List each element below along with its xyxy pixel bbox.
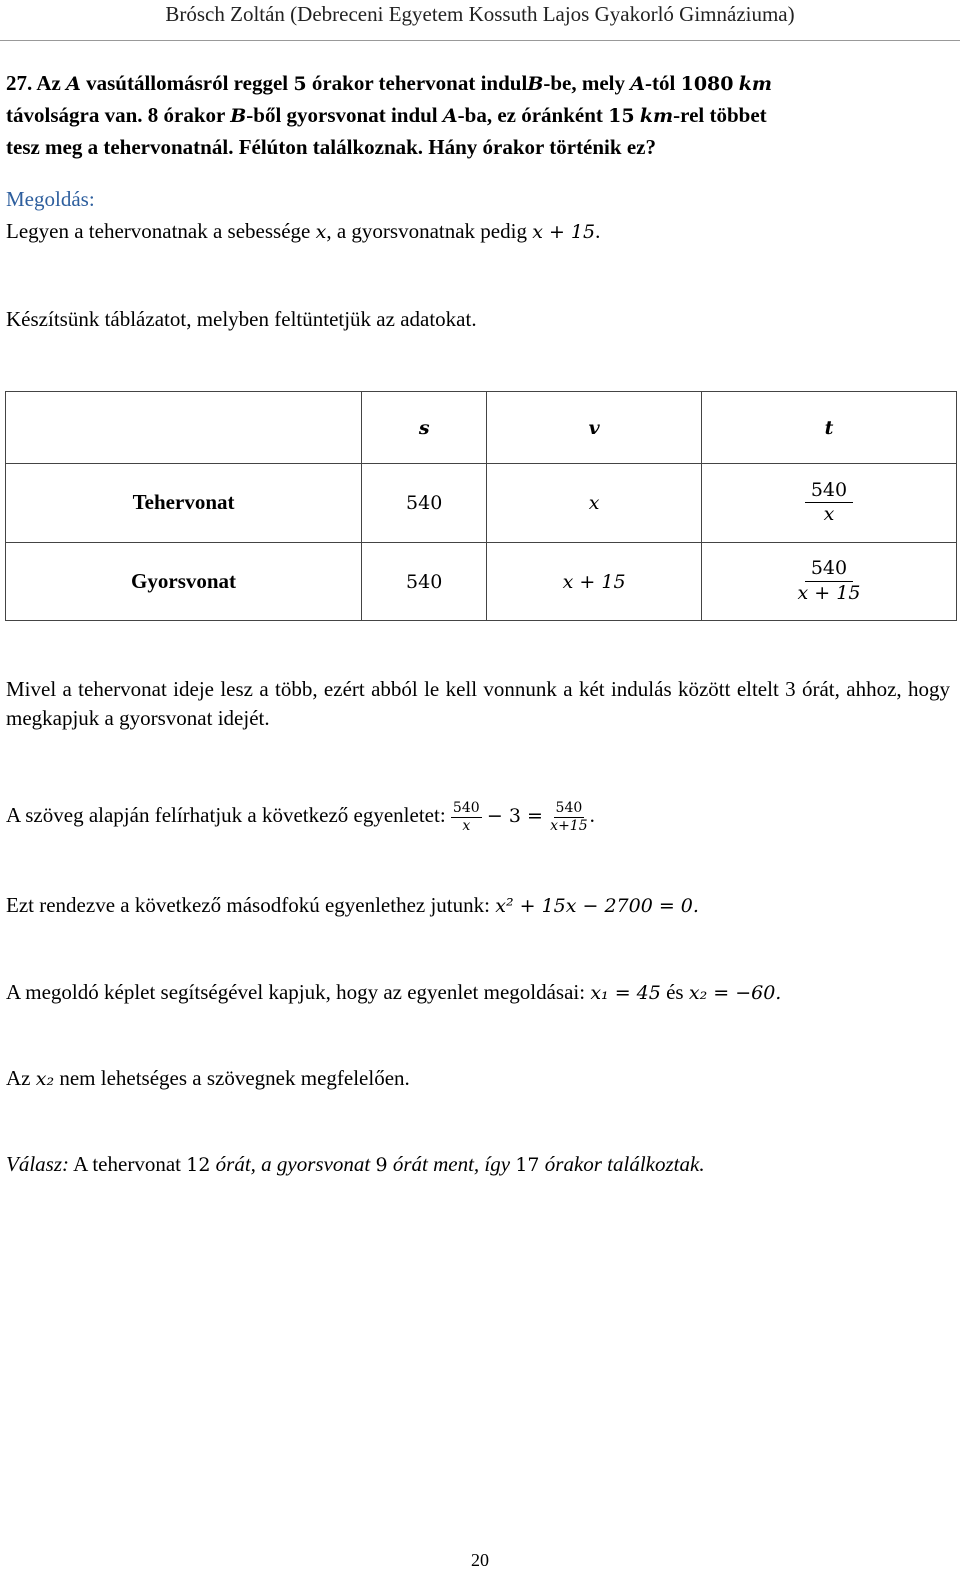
data-table	[5, 391, 957, 621]
page-header: Brósch Zoltán (Debreceni Egyetem Kossuth Lajos Gyakorló Gimnáziuma)	[165, 2, 795, 26]
problem-text: vasútállomásról reggel	[86, 71, 289, 95]
problem-number: 27.	[6, 71, 33, 95]
problem-text: Az	[36, 71, 61, 95]
math-minus-3-equals: − 3 =	[486, 805, 543, 828]
table-intro: Készítsünk táblázatot, melyben feltüntetjük az adatokat.	[6, 307, 477, 331]
cell-v: x + 15	[487, 542, 702, 620]
row-label: Gyorsvonat	[6, 542, 362, 620]
number-1080: 1080	[680, 73, 734, 95]
text: Az	[6, 1066, 31, 1090]
table-header-row	[6, 392, 957, 464]
cell-t	[701, 542, 956, 620]
solution-let-line	[6, 219, 600, 244]
number: 12	[186, 1154, 211, 1176]
solution-heading: Megoldás:	[6, 187, 95, 211]
var-a: A	[66, 73, 81, 95]
text: és	[666, 980, 684, 1004]
problem-text: -ből gyorsvonat indul	[246, 103, 438, 127]
fraction: $\frac{540}{x}$	[452, 800, 480, 834]
math-quadratic: x² + 15x − 2700 = 0.	[495, 895, 699, 917]
math-x2: x₂	[35, 1068, 55, 1090]
page-number: 20	[471, 1550, 489, 1570]
var-a: A	[630, 73, 646, 95]
table-header-t: t	[701, 392, 956, 464]
problem-text: órakor tehervonat indul	[311, 71, 528, 95]
text: órát ment, így	[392, 1152, 511, 1176]
text: .	[595, 219, 601, 243]
text: A tehervonat	[73, 1152, 181, 1176]
number-5: 5	[293, 73, 307, 95]
answer-line	[6, 1152, 705, 1177]
table-corner-cell	[6, 392, 362, 464]
table-row	[6, 464, 957, 542]
table-row	[6, 542, 957, 620]
text: órát, a gyorsvonat	[215, 1152, 371, 1176]
number: 17	[515, 1154, 540, 1176]
math-x-plus-15: x + 15	[532, 221, 596, 243]
var-b: B	[527, 73, 544, 95]
unit-km: km	[738, 73, 773, 95]
row-label: Tehervonat	[6, 464, 362, 542]
table-header-v: v	[487, 392, 702, 464]
var-a: A	[442, 105, 458, 127]
math-x1: x₁ = 45	[590, 982, 661, 1004]
cell-s: 540	[362, 542, 487, 620]
fraction: $\frac{540}{x+15}$	[550, 800, 588, 834]
number: 9	[375, 1154, 388, 1176]
text: A megoldó képlet segítségével kapjuk, hogy az egyenlet megoldásai:	[6, 980, 586, 1004]
unit-km: km	[639, 105, 674, 127]
problem-line-1	[6, 71, 772, 96]
number-15: 15	[608, 105, 635, 127]
table-header-s: s	[362, 392, 487, 464]
problem-line-3: tesz meg a tehervonatnál. Félúton találkoznak. Hány órakor történik ez?	[6, 135, 656, 159]
var-b: B	[230, 105, 247, 127]
paragraph-explanation: Mivel a tehervonat ideje lesz a több, ezért abból le kell vonnunk a két indulás között eltelt 3 órát, ahhoz, hogy megkapjuk a gyorsvonat idejét.	[6, 677, 950, 731]
rejection-line	[6, 1066, 410, 1091]
answer-label: Válasz:	[6, 1152, 69, 1176]
math-x2: x₂ = −60.	[688, 982, 782, 1004]
math-x: x	[315, 221, 327, 243]
text: , a gyorsvonatnak pedig	[326, 219, 527, 243]
text: órakor találkoztak.	[544, 1152, 705, 1176]
problem-text: távolságra van. 8 órakor	[6, 103, 225, 127]
problem-text: -tól	[645, 71, 676, 95]
solutions-line	[6, 980, 781, 1005]
equation-line: A szöveg alapján felírhatjuk a következő egyenletet: $\frac{540}{x}$ − 3 = $\frac{540}{x+15}$ .	[6, 800, 595, 834]
cell-v: x	[487, 464, 702, 542]
cell-t	[701, 464, 956, 542]
fraction: $\frac{540}{x + 15}$	[797, 557, 861, 604]
problem-text: -be, mely	[543, 71, 626, 95]
problem-line-2	[6, 103, 767, 128]
problem-text: -rel többet	[673, 103, 767, 127]
fraction: $\frac{540}{x}$	[805, 479, 853, 528]
cell-s: 540	[362, 464, 487, 542]
quadratic-line	[6, 893, 699, 918]
text: nem lehetséges a szövegnek megfelelően.	[59, 1066, 410, 1090]
header-divider	[0, 40, 960, 41]
text: Legyen a tehervonatnak a sebessége	[6, 219, 311, 243]
problem-text: -ba, ez óránként	[457, 103, 603, 127]
text: A szöveg alapján felírhatjuk a következő egyenletet:	[6, 803, 446, 828]
text: Ezt rendezve a következő másodfokú egyenlethez jutunk:	[6, 893, 490, 917]
